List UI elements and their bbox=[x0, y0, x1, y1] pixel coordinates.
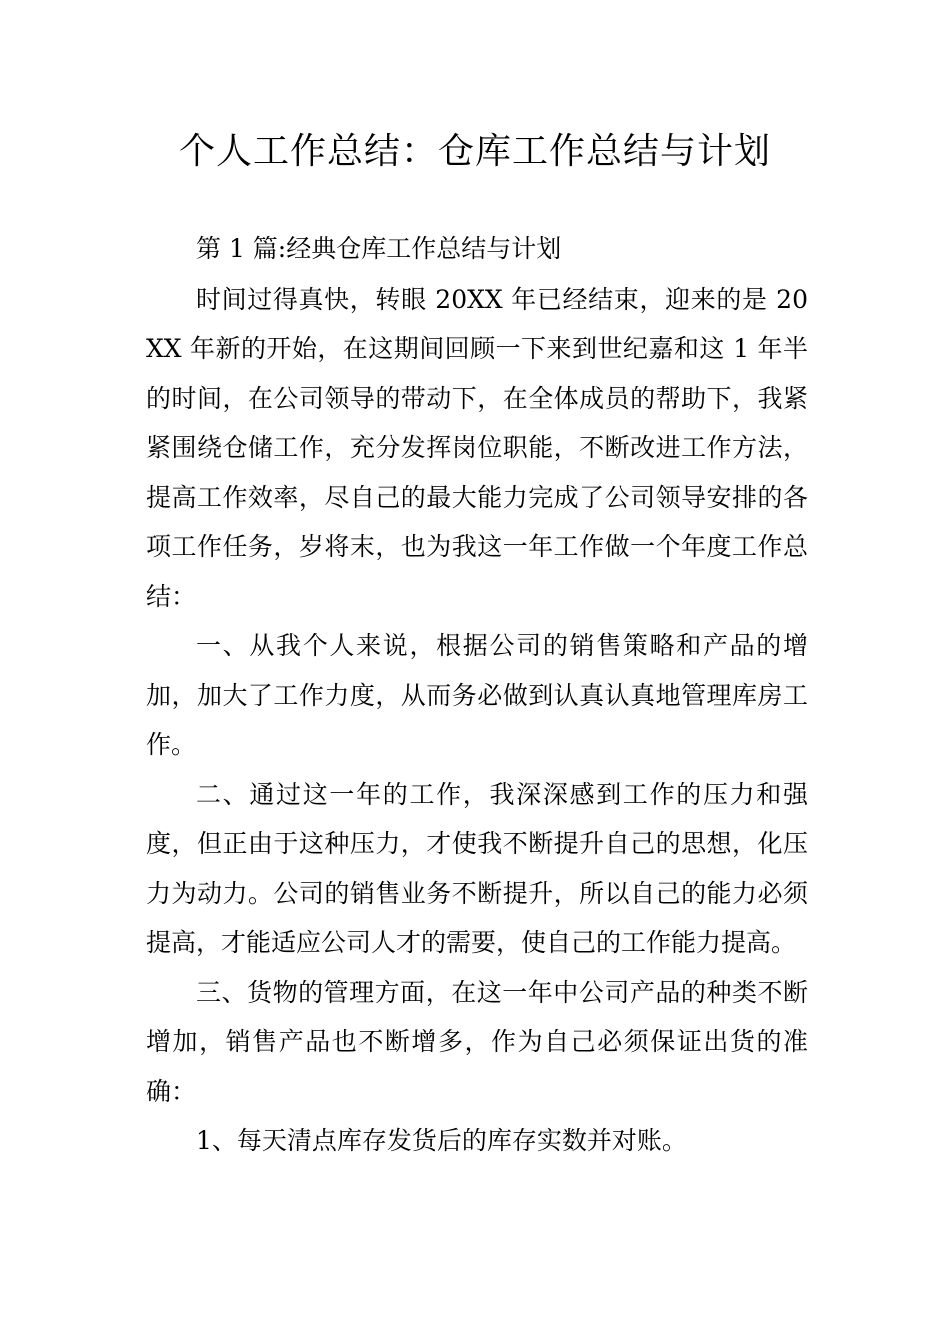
paragraph-point-2: 二、通过这一年的工作，我深深感到工作的压力和强度，但正由于这种压力，才使我不断提升自己的思想，化压力为动力。公司的销售业务不断提升，所以自己的能力必须提高，才能适应公司人才的需要，使自己的工作能力提高。 bbox=[146, 779, 808, 957]
paragraph-subpoint-1: 1、每天清点库存发货后的库存实数并对账。 bbox=[196, 1126, 687, 1155]
document-body bbox=[146, 224, 808, 1166]
section-heading: 第 1 篇:经典仓库工作总结与计划 bbox=[196, 234, 562, 263]
document-title: 个人工作总结：仓库工作总结与计划 bbox=[178, 131, 771, 172]
paragraph-point-1: 一、从我个人来说，根据公司的销售策略和产品的增加，加大了工作力度，从而务必做到认真认真地管理库房工作。 bbox=[146, 631, 808, 759]
paragraph-point-3: 三、货物的管理方面，在这一年中公司产品的种类不断增加，销售产品也不断增多，作为自己必须保证出货的准确： bbox=[146, 977, 808, 1106]
paragraph-intro: 时间过得真快，转眼 20XX 年已经结束，迎来的是 20XX 年新的开始，在这期间回顾一下来到世纪嘉和这 1 年半的时间，在公司领导的带动下，在全体成员的帮助下，我紧紧围绕仓储工作，充分发挥岗位职能，不断改进工作方法，提高工作效率，尽自己的最大能力完成了公司领导安排的各项工作任务，岁将末，也为我这一年工作做一个年度工作总结： bbox=[146, 284, 808, 611]
